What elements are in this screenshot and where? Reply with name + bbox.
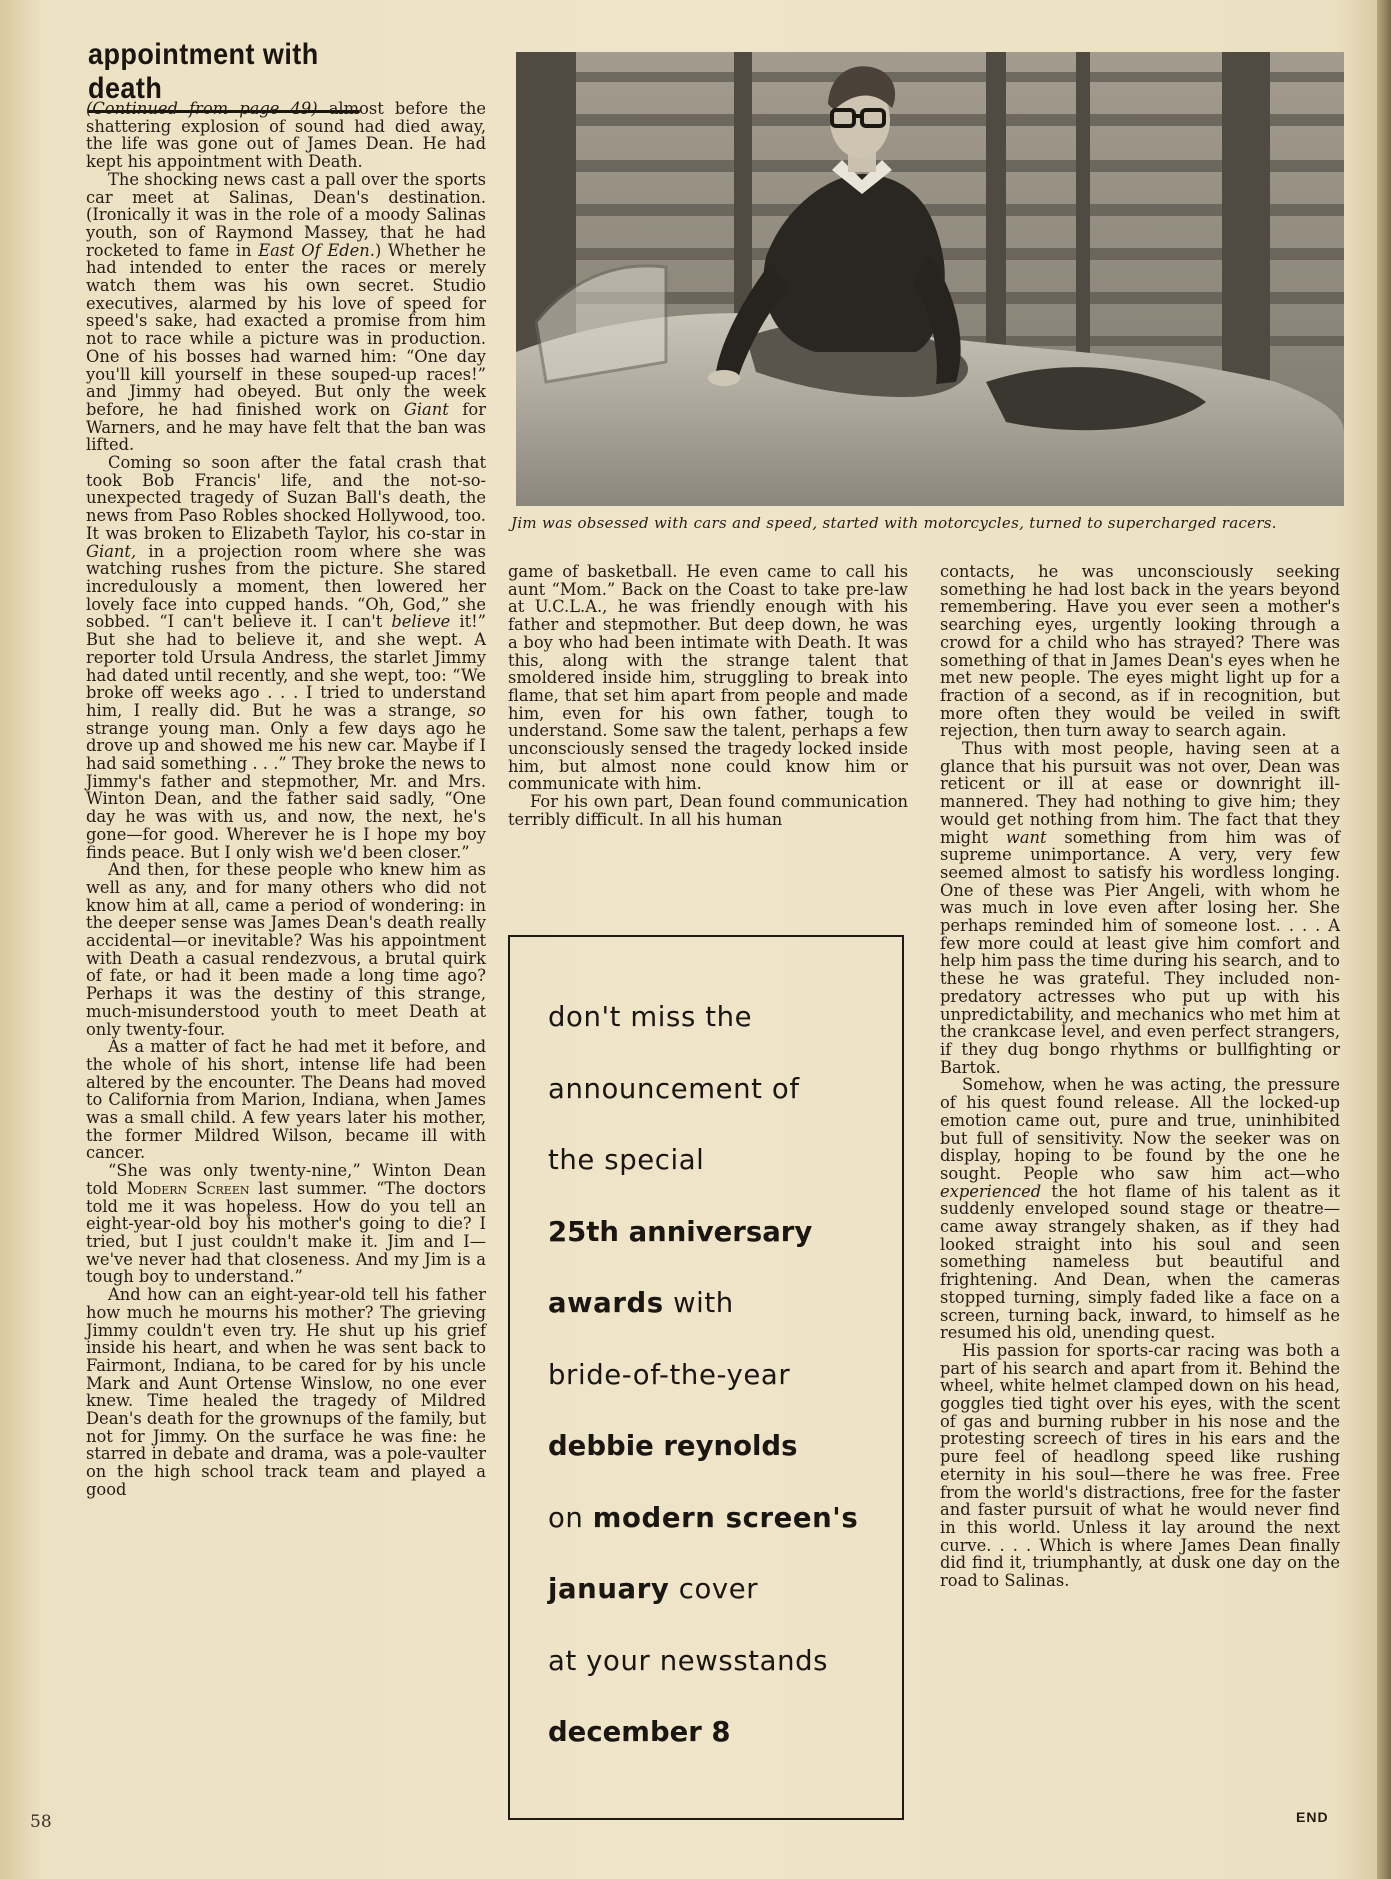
ad-line: don't miss the — [548, 1001, 753, 1033]
ad-line: awards with — [548, 1287, 734, 1319]
end-mark: END — [1296, 1809, 1329, 1825]
ad-line: debbie reynolds — [548, 1430, 798, 1462]
article-headline: appointment with death — [88, 38, 360, 113]
ad-line: on modern screen's — [548, 1502, 859, 1534]
paragraph: As a matter of fact he had met it before, and the whole of his short, intense life had been altered by the encounter. The Deans had moved to California from Marion, Indiana, when James was a small child. A few years later his mother, the former Mildred Wilson, became ill with cancer. — [86, 1037, 486, 1163]
paragraph: Thus with most people, having seen at a glance that his pursuit was not over, Dean was reticent or ill at ease or downright ill-mannered. They had nothing to give him; they would get nothing from him. The fact that they might want something from him was of supreme unimportance. A very, very few seemed almost to satisfy his wordless longing. One of these was Pier Angeli, with whom he was much in love even after losing her. She perhaps reminded him of someone lost. . . . A few more could at least give him comfort and help him pass the time during his search, and to these he was grateful. They included non-predatory actresses who put up with his unpredictability, and mechanics who met him at the crankcase level, and even perfect strangers, if they dug bongo rhythms or bullfighting or Bartok. — [940, 739, 1340, 1077]
paragraph: Somehow, when he was acting, the pressure of his quest found release. All the locked-up emotion came out, pure and true, uninhibited but full of sensitivity. Now the seeker was on display, hoping to be found by the one he sought. People who saw him act—who experienced the hot flame of his talent as it suddenly enveloped sound stage or theatre—came away strangely shaken, as if they had looked straight into his soul and seen something nameless but beautiful and frightening. And Dean, when the cameras stopped turning, simply faded like a face on a screen, turning back, inward, to himself as he resumed his old, unending quest. — [940, 1075, 1340, 1343]
advertisement-box — [508, 935, 904, 1820]
ad-line: january cover — [548, 1573, 759, 1605]
article-column-3 — [940, 563, 1340, 1590]
article-column-2 — [508, 563, 908, 829]
paragraph: Coming so soon after the fatal crash that took Bob Francis' life, and the not-so-unexpected tragedy of Suzan Ball's death, the news from Paso Robles shocked Hollywood, too. It was broken to Elizabeth Taylor, his co-star in Giant, in a projection room where she was watching rushes from the picture. She stared incredulously a moment, then lowered her lovely face into cupped hands. “Oh, God,” she sobbed. “I can't believe it. I can't believe it!” But she had to believe it, and she wept. A reporter told Ursula Andress, the starlet Jimmy had dated until recently, and she wept, too: “We broke off weeks ago . . . I tried to understand him, I really did. But he was a strange, so strange young man. Only a few days ago he drove up and showed me his new car. Maybe if I had said something . . .” They broke the news to Jimmy's father and stepmother, Mr. and Mrs. Winton Dean, and the father said sadly, “One day he was with us, and now, the next, he's gone—for good. Wherever he is I hope my boy finds peace. But I only wish we'd been closer.” — [86, 453, 486, 862]
paragraph: “She was only twenty-nine,” Winton Dean told Modern Screen last summer. “The doctors told me it was hopeless. How do you tell an eight-year-old boy his mother's going to die? I tried, but I just couldn't make it. Jim and I—we've never had that closeness. And my Jim is a tough boy to understand.” — [86, 1161, 486, 1287]
paragraph: And how can an eight-year-old tell his father how much he mourns his mother? The grieving Jimmy couldn't even try. He shut up his grief inside his heart, and when he was sent back to Fairmont, Indiana, to be cared for by his uncle Mark and Aunt Ortense Winslow, no one ever knew. Time healed the tragedy of Mildred Dean's death for the grownups of the family, but not for Jimmy. On the surface he was fine: he starred in debate and drama, was a pole-vaulter on the high school track team and played a good — [86, 1285, 486, 1499]
paragraph: And then, for these people who knew him as well as any, and for many others who did not know him at all, came a period of wondering: in the deeper sense was James Dean's death really accidental—or inevitable? Was his appointment with Death a casual rendezvous, a brutal quirk of fate, or had it been made a long time ago? Perhaps it was the destiny of this strange, much-misunderstood youth to meet Death at only twenty-four. — [86, 860, 486, 1039]
paragraph: (Continued from page 49) almost before the shattering explosion of sound had died away, the life was gone out of James Dean. He had kept his appointment with Death. — [86, 99, 486, 172]
ad-line: 25th anniversary — [548, 1216, 813, 1248]
paragraph: For his own part, Dean found communication terribly difficult. In all his human — [508, 792, 908, 829]
paragraph: game of basketball. He even came to call his aunt “Mom.” Back on the Coast to take pre-law at U.C.L.A., he was friendly enough with his father and stepmother. But deep down, he was a boy who had been intimate with Death. It was this, along with the strange talent that smoldered inside him, struggling to break into flame, that set him apart from people and made him, even for his own father, tough to understand. Some saw the talent, perhaps a few unconsciously sensed the tragedy locked inside him, but almost none could know him or communicate with him. — [508, 562, 908, 794]
photo-james-dean — [516, 52, 1344, 506]
ad-line: bride-of-the-year — [548, 1359, 791, 1391]
magazine-name: Modern Screen — [126, 1178, 250, 1198]
paragraph: The shocking news cast a pall over the sports car meet at Salinas, Dean's destination. (Ironically it was in the role of a moody Salinas youth, son of Raymond Massey, that he had rocketed to fame in East Of Eden.) Whether he had intended to enter the races or merely watch them was his own secret. Studio executives, alarmed by his love of speed for speed's sake, had exacted a promise from him not to race while a picture was in production. One of his bosses had warned him: “One day you'll kill yourself in these souped-up races!” and Jimmy had obeyed. But only the week before, he had finished work on Giant for Warners, and he may have felt that the ban was lifted. — [86, 169, 486, 455]
page-binding-edge — [1377, 0, 1391, 1879]
paragraph: contacts, he was unconsciously seeking something he had lost back in the years beyond remembering. Have you ever seen a mother's searching eyes, urgently looking through a crowd for a child who has strayed? There was something of that in James Dean's eyes when he met new people. The eyes might light up for a fraction of a second, as if in recognition, but more often they would be veiled in swift rejection, then turn away to search again. — [940, 562, 1340, 741]
photo-illustration — [516, 52, 1344, 506]
ad-line: the special — [548, 1144, 705, 1176]
paragraph: His passion for sports-car racing was both a part of his search and apart from it. Behind the wheel, white helmet clamped down on his head, goggles tied tight over his eyes, with the scent of gas and burning rubber in his nose and the protesting screech of tires in his ears and the pure feel of headlong speed like rushing eternity in his soul—there he was free. Free from the world's distractions, free for the faster and faster pursuit of what he would never find in this world. Unless it lay around the next curve. . . . Which is where James Dean finally did find it, triumphantly, at dusk one day on the road to Salinas. — [940, 1340, 1340, 1591]
ad-line: at your newsstands — [548, 1645, 829, 1677]
ad-line: december 8 — [548, 1716, 731, 1748]
page-number: 58 — [30, 1812, 52, 1832]
ad-line: announcement of — [548, 1073, 800, 1105]
continued-note: (Continued from page 49) — [86, 99, 318, 118]
photo-caption: Jim was obsessed with cars and speed, started with motorcycles, turned to supercharged racers. — [511, 514, 1277, 532]
article-column-1 — [86, 100, 486, 1499]
